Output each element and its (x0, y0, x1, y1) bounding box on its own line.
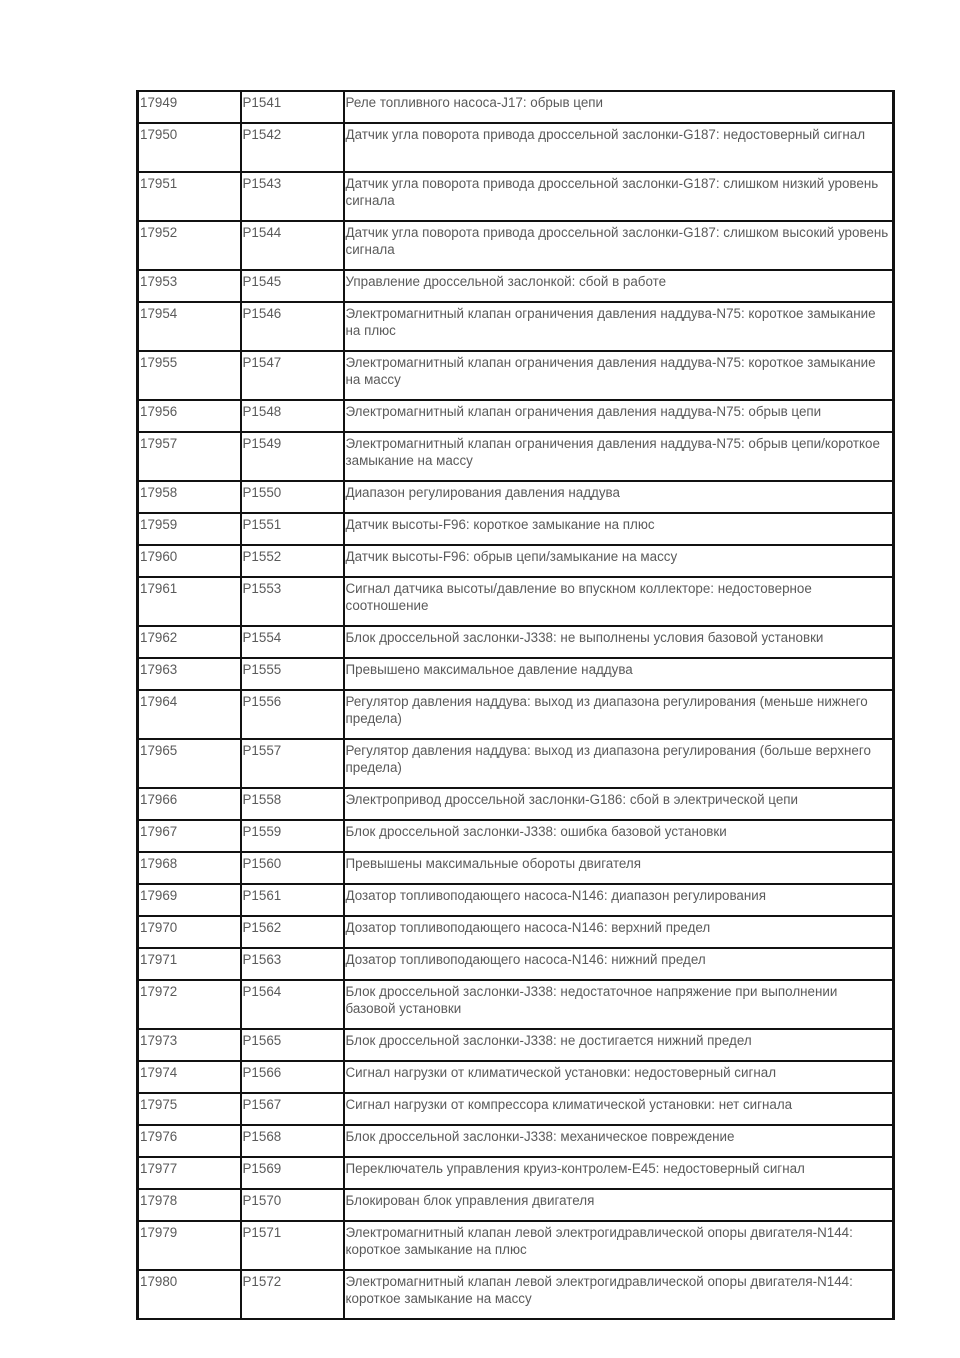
description-cell: Дозатор топливоподающего насоса-N146: диапазон регулирования (344, 884, 894, 916)
description-cell: Датчик высоты-F96: короткое замыкание на плюс (344, 513, 894, 545)
fault-code-cell: 17955 (138, 351, 241, 400)
obd-code-cell: P1556 (241, 690, 344, 739)
description-cell: Превышены максимальные обороты двигателя (344, 852, 894, 884)
fault-code-cell: 17977 (138, 1157, 241, 1189)
description-cell: Датчик высоты-F96: обрыв цепи/замыкание на массу (344, 545, 894, 577)
table-row (138, 1189, 894, 1221)
table-row (138, 91, 894, 123)
table-row (138, 221, 894, 270)
fault-code-cell: 17953 (138, 270, 241, 302)
table-row (138, 626, 894, 658)
fault-code-cell: 17979 (138, 1221, 241, 1270)
obd-code-cell: P1552 (241, 545, 344, 577)
table-row (138, 513, 894, 545)
table-row (138, 690, 894, 739)
table-row (138, 1270, 894, 1319)
table-row (138, 432, 894, 481)
table-row (138, 123, 894, 172)
obd-code-cell: P1549 (241, 432, 344, 481)
fault-code-cell: 17975 (138, 1093, 241, 1125)
fault-code-cell: 17970 (138, 916, 241, 948)
table-row (138, 980, 894, 1029)
table-row (138, 400, 894, 432)
obd-code-cell: P1567 (241, 1093, 344, 1125)
description-cell: Датчик угла поворота привода дроссельной заслонки-G187: слишком высокий уровень сигнала (344, 221, 894, 270)
description-cell: Электромагнитный клапан левой электрогидравлической опоры двигателя-N144: короткое замыкание на массу (344, 1270, 894, 1319)
fault-code-cell: 17959 (138, 513, 241, 545)
table-row (138, 788, 894, 820)
fault-code-cell: 17962 (138, 626, 241, 658)
fault-code-cell: 17952 (138, 221, 241, 270)
fault-code-cell: 17969 (138, 884, 241, 916)
table-row (138, 351, 894, 400)
description-cell: Блок дроссельной заслонки-J338: не достигается нижний предел (344, 1029, 894, 1061)
fault-code-cell: 17966 (138, 788, 241, 820)
fault-code-cell: 17956 (138, 400, 241, 432)
table-row (138, 948, 894, 980)
obd-code-cell: P1542 (241, 123, 344, 172)
obd-code-cell: P1544 (241, 221, 344, 270)
fault-code-cell: 17965 (138, 739, 241, 788)
obd-code-cell: P1551 (241, 513, 344, 545)
fault-code-cell: 17961 (138, 577, 241, 626)
obd-code-cell: P1550 (241, 481, 344, 513)
obd-code-cell: P1545 (241, 270, 344, 302)
table-row (138, 1157, 894, 1189)
fault-code-cell: 17964 (138, 690, 241, 739)
fault-code-cell: 17980 (138, 1270, 241, 1319)
fault-code-cell: 17963 (138, 658, 241, 690)
table-row (138, 481, 894, 513)
fault-code-cell: 17954 (138, 302, 241, 351)
table-row (138, 1125, 894, 1157)
description-cell: Сигнал датчика высоты/давление во впускном коллекторе: недостоверное соотношение (344, 577, 894, 626)
fault-code-cell: 17958 (138, 481, 241, 513)
fault-code-cell: 17973 (138, 1029, 241, 1061)
obd-code-cell: P1557 (241, 739, 344, 788)
table-row (138, 1093, 894, 1125)
table-row (138, 739, 894, 788)
fault-code-cell: 17957 (138, 432, 241, 481)
obd-code-cell: P1543 (241, 172, 344, 221)
fault-code-cell: 17978 (138, 1189, 241, 1221)
description-cell: Блок дроссельной заслонки-J338: ошибка базовой установки (344, 820, 894, 852)
description-cell: Датчик угла поворота привода дроссельной заслонки-G187: слишком низкий уровень сигнала (344, 172, 894, 221)
description-cell: Блок дроссельной заслонки-J338: не выполнены условия базовой установки (344, 626, 894, 658)
fault-code-cell: 17972 (138, 980, 241, 1029)
description-cell: Превышено максимальное давление наддува (344, 658, 894, 690)
fault-code-cell: 17950 (138, 123, 241, 172)
description-cell: Электромагнитный клапан ограничения давления наддува-N75: короткое замыкание на плюс (344, 302, 894, 351)
table-row (138, 545, 894, 577)
fault-code-cell: 17971 (138, 948, 241, 980)
obd-code-cell: P1555 (241, 658, 344, 690)
description-cell: Электропривод дроссельной заслонки-G186: сбой в электрической цепи (344, 788, 894, 820)
description-cell: Электромагнитный клапан левой электрогидравлической опоры двигателя-N144: короткое замыкание на плюс (344, 1221, 894, 1270)
obd-code-cell: P1558 (241, 788, 344, 820)
obd-code-cell: P1554 (241, 626, 344, 658)
fault-code-cell: 17967 (138, 820, 241, 852)
obd-code-cell: P1560 (241, 852, 344, 884)
table-row (138, 577, 894, 626)
fault-code-cell: 17951 (138, 172, 241, 221)
description-cell: Электромагнитный клапан ограничения давления наддува-N75: обрыв цепи/короткое замыкание на массу (344, 432, 894, 481)
table-row (138, 1061, 894, 1093)
obd-code-cell: P1565 (241, 1029, 344, 1061)
table-row (138, 916, 894, 948)
table-row (138, 1029, 894, 1061)
description-cell: Переключатель управления круиз-контролем-E45: недостоверный сигнал (344, 1157, 894, 1189)
description-cell: Управление дроссельной заслонкой: сбой в работе (344, 270, 894, 302)
fault-code-cell: 17949 (138, 91, 241, 123)
obd-code-cell: P1541 (241, 91, 344, 123)
obd-code-cell: P1568 (241, 1125, 344, 1157)
obd-code-cell: P1571 (241, 1221, 344, 1270)
fault-code-table (136, 90, 895, 1320)
description-cell: Регулятор давления наддува: выход из диапазона регулирования (меньше нижнего предела) (344, 690, 894, 739)
obd-code-cell: P1548 (241, 400, 344, 432)
table-row (138, 270, 894, 302)
description-cell: Дозатор топливоподающего насоса-N146: нижний предел (344, 948, 894, 980)
fault-code-cell: 17976 (138, 1125, 241, 1157)
description-cell: Диапазон регулирования давления наддува (344, 481, 894, 513)
table-row (138, 172, 894, 221)
obd-code-cell: P1569 (241, 1157, 344, 1189)
fault-code-table-body (138, 91, 894, 1319)
description-cell: Реле топливного насоса-J17: обрыв цепи (344, 91, 894, 123)
obd-code-cell: P1566 (241, 1061, 344, 1093)
description-cell: Регулятор давления наддува: выход из диапазона регулирования (больше верхнего предела) (344, 739, 894, 788)
fault-code-cell: 17960 (138, 545, 241, 577)
description-cell: Датчик угла поворота привода дроссельной заслонки-G187: недостоверный сигнал (344, 123, 894, 172)
obd-code-cell: P1570 (241, 1189, 344, 1221)
table-row (138, 820, 894, 852)
description-cell: Электромагнитный клапан ограничения давления наддува-N75: короткое замыкание на массу (344, 351, 894, 400)
obd-code-cell: P1572 (241, 1270, 344, 1319)
obd-code-cell: P1553 (241, 577, 344, 626)
obd-code-cell: P1563 (241, 948, 344, 980)
obd-code-cell: P1564 (241, 980, 344, 1029)
description-cell: Дозатор топливоподающего насоса-N146: верхний предел (344, 916, 894, 948)
table-row (138, 884, 894, 916)
description-cell: Блокирован блок управления двигателя (344, 1189, 894, 1221)
description-cell: Сигнал нагрузки от климатической установки: недостоверный сигнал (344, 1061, 894, 1093)
table-row (138, 852, 894, 884)
table-row (138, 302, 894, 351)
description-cell: Блок дроссельной заслонки-J338: механическое повреждение (344, 1125, 894, 1157)
obd-code-cell: P1547 (241, 351, 344, 400)
description-cell: Электромагнитный клапан ограничения давления наддува-N75: обрыв цепи (344, 400, 894, 432)
fault-code-cell: 17974 (138, 1061, 241, 1093)
fault-code-cell: 17968 (138, 852, 241, 884)
obd-code-cell: P1561 (241, 884, 344, 916)
description-cell: Блок дроссельной заслонки-J338: недостаточное напряжение при выполнении базовой установки (344, 980, 894, 1029)
obd-code-cell: P1562 (241, 916, 344, 948)
description-cell: Сигнал нагрузки от компрессора климатической установки: нет сигнала (344, 1093, 894, 1125)
obd-code-cell: P1559 (241, 820, 344, 852)
obd-code-cell: P1546 (241, 302, 344, 351)
table-row (138, 658, 894, 690)
table-row (138, 1221, 894, 1270)
